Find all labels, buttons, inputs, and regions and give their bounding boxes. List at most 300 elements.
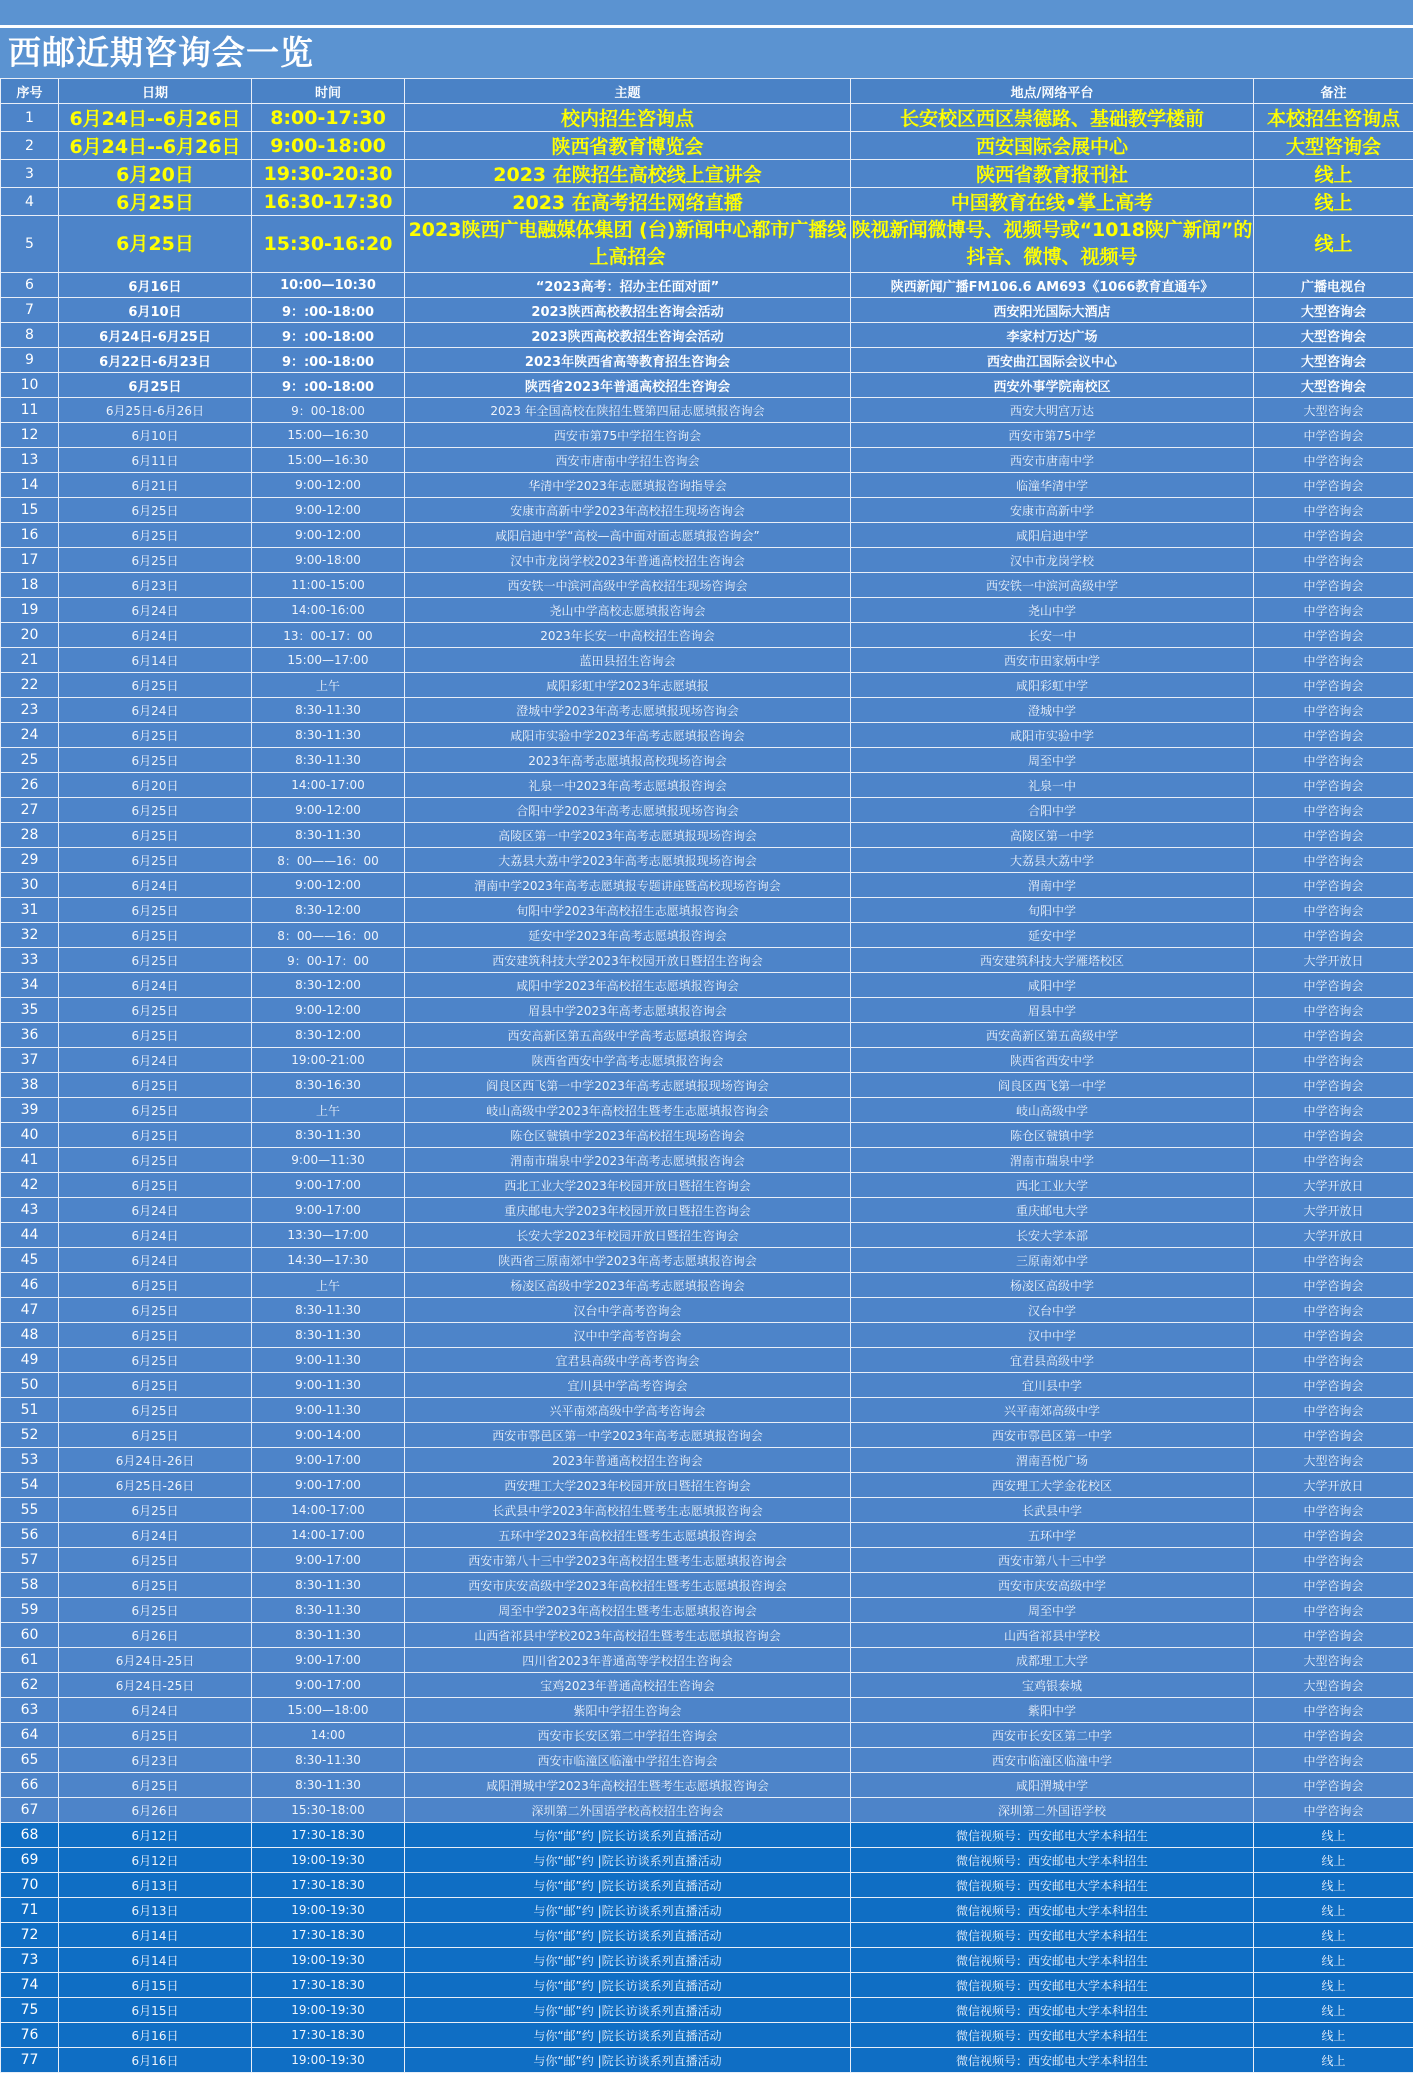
- cell-seq: 56: [1, 1523, 59, 1548]
- cell-topic: 陕西省西安中学高考志愿填报咨询会: [405, 1048, 851, 1073]
- cell-date: 6月20日: [59, 160, 252, 188]
- cell-topic: 宜君县高级中学高考咨询会: [405, 1348, 851, 1373]
- cell-time: 9:00-11:30: [252, 1348, 405, 1373]
- cell-topic: 咸阳启迪中学“高校—高中面对面志愿填报咨询会”: [405, 523, 851, 548]
- cell-location: 周至中学: [851, 748, 1254, 773]
- table-row: [1, 1773, 1413, 1798]
- cell-location: 西安市长安区第二中学: [851, 1723, 1254, 1748]
- cell-seq: 38: [1, 1073, 59, 1098]
- cell-date: 6月13日: [59, 1873, 252, 1898]
- cell-remark: 大型咨询会: [1254, 298, 1413, 323]
- cell-date: 6月25日: [59, 673, 252, 698]
- cell-location: 西安理工大学金花校区: [851, 1473, 1254, 1498]
- cell-remark: 线上: [1254, 188, 1413, 216]
- table-row: [1, 473, 1413, 498]
- cell-remark: 线上: [1254, 1848, 1413, 1873]
- cell-seq: 47: [1, 1298, 59, 1323]
- cell-remark: 中学咨询会: [1254, 1073, 1413, 1098]
- cell-location: 西安市鄠邑区第一中学: [851, 1423, 1254, 1448]
- cell-time: 9:00-12:00: [252, 498, 405, 523]
- cell-remark: 中学咨询会: [1254, 1248, 1413, 1273]
- cell-seq: 14: [1, 473, 59, 498]
- cell-seq: 32: [1, 923, 59, 948]
- cell-location: 旬阳中学: [851, 898, 1254, 923]
- cell-topic: 2023年陕西省高等教育招生咨询会: [405, 348, 851, 373]
- cell-time: 15:30-18:00: [252, 1798, 405, 1823]
- cell-location: 岐山高级中学: [851, 1098, 1254, 1123]
- header-date: 日期: [59, 79, 252, 104]
- table-row: [1, 1173, 1413, 1198]
- cell-topic: 咸阳中学2023年高校招生志愿填报咨询会: [405, 973, 851, 998]
- cell-date: 6月25日: [59, 1298, 252, 1323]
- cell-seq: 52: [1, 1423, 59, 1448]
- cell-remark: 大学开放日: [1254, 1223, 1413, 1248]
- cell-time: 8：00——16：00: [252, 848, 405, 873]
- cell-seq: 8: [1, 323, 59, 348]
- cell-remark: 线上: [1254, 1823, 1413, 1848]
- cell-topic: 礼泉一中2023年高考志愿填报咨询会: [405, 773, 851, 798]
- cell-seq: 2: [1, 132, 59, 160]
- cell-topic: 阎良区西飞第一中学2023年高考志愿填报现场咨询会: [405, 1073, 851, 1098]
- table-row: [1, 1498, 1413, 1523]
- table-row: [1, 1098, 1413, 1123]
- cell-date: 6月25日: [59, 1548, 252, 1573]
- cell-date: 6月16日: [59, 2023, 252, 2048]
- cell-seq: 37: [1, 1048, 59, 1073]
- cell-topic: 安康市高新中学2023年高校招生现场咨询会: [405, 498, 851, 523]
- table-row: [1, 1073, 1413, 1098]
- header-location: 地点/网络平台: [851, 79, 1254, 104]
- cell-seq: 70: [1, 1873, 59, 1898]
- cell-remark: 大型咨询会: [1254, 1648, 1413, 1673]
- cell-topic: 渭南中学2023年高考志愿填报专题讲座暨高校现场咨询会: [405, 873, 851, 898]
- table-row: [1, 1448, 1413, 1473]
- cell-topic: 高陵区第一中学2023年高考志愿填报现场咨询会: [405, 823, 851, 848]
- cell-location: 微信视频号：西安邮电大学本科招生: [851, 1998, 1254, 2023]
- cell-time: 15:00—16:30: [252, 448, 405, 473]
- cell-date: 6月25日: [59, 1073, 252, 1098]
- cell-topic: 咸阳彩虹中学2023年志愿填报: [405, 673, 851, 698]
- cell-date: 6月25日: [59, 1498, 252, 1523]
- cell-location: 西安建筑科技大学雁塔校区: [851, 948, 1254, 973]
- cell-date: 6月24日: [59, 1248, 252, 1273]
- cell-location: 微信视频号：西安邮电大学本科招生: [851, 2048, 1254, 2073]
- table-row: [1, 1823, 1413, 1848]
- cell-topic: 岐山高级中学2023年高校招生暨考生志愿填报咨询会: [405, 1098, 851, 1123]
- table-row: [1, 523, 1413, 548]
- cell-topic: 西安市临潼区临潼中学招生咨询会: [405, 1748, 851, 1773]
- cell-date: 6月25日: [59, 1598, 252, 1623]
- table-row: [1, 1273, 1413, 1298]
- cell-topic: 山西省祁县中学校2023年高校招生暨考生志愿填报咨询会: [405, 1623, 851, 1648]
- cell-seq: 28: [1, 823, 59, 848]
- cell-date: 6月25日: [59, 748, 252, 773]
- cell-topic: 与你“邮”约 |院长访谈系列直播活动: [405, 1948, 851, 1973]
- cell-topic: 渭南市瑞泉中学2023年高考志愿填报咨询会: [405, 1148, 851, 1173]
- cell-date: 6月25日: [59, 498, 252, 523]
- cell-time: 14:00: [252, 1723, 405, 1748]
- cell-time: 19:30-20:30: [252, 160, 405, 188]
- cell-time: 15:00—17:00: [252, 648, 405, 673]
- table-row: [1, 1423, 1413, 1448]
- cell-time: 9:00-12:00: [252, 523, 405, 548]
- table-row: [1, 1998, 1413, 2023]
- table-row: [1, 1248, 1413, 1273]
- cell-location: 微信视频号：西安邮电大学本科招生: [851, 1873, 1254, 1898]
- cell-date: 6月24日--6月26日: [59, 104, 252, 132]
- cell-time: 14:30—17:30: [252, 1248, 405, 1273]
- cell-time: 8:30-12:00: [252, 973, 405, 998]
- cell-time: 8:30-11:30: [252, 698, 405, 723]
- cell-remark: 中学咨询会: [1254, 848, 1413, 873]
- cell-topic: 蓝田县招生咨询会: [405, 648, 851, 673]
- cell-seq: 24: [1, 723, 59, 748]
- cell-topic: 2023 在高考招生网络直播: [405, 188, 851, 216]
- cell-time: 13：00-17：00: [252, 623, 405, 648]
- cell-date: 6月24日: [59, 973, 252, 998]
- cell-date: 6月22日-6月23日: [59, 348, 252, 373]
- cell-remark: 中学咨询会: [1254, 1698, 1413, 1723]
- cell-date: 6月25日: [59, 188, 252, 216]
- cell-time: 19:00-19:30: [252, 1848, 405, 1873]
- cell-seq: 9: [1, 348, 59, 373]
- cell-remark: 中学咨询会: [1254, 923, 1413, 948]
- cell-date: 6月24日--6月26日: [59, 132, 252, 160]
- cell-remark: 中学咨询会: [1254, 798, 1413, 823]
- cell-remark: 本校招生咨询点: [1254, 104, 1413, 132]
- cell-seq: 3: [1, 160, 59, 188]
- cell-date: 6月25日-6月26日: [59, 398, 252, 423]
- table-row: [1, 1698, 1413, 1723]
- cell-time: 8:30-11:30: [252, 1573, 405, 1598]
- cell-topic: 与你“邮”约 |院长访谈系列直播活动: [405, 2023, 851, 2048]
- table-row: [1, 573, 1413, 598]
- table-row: [1, 1473, 1413, 1498]
- table-row: [1, 1023, 1413, 1048]
- cell-location: 兴平南郊高级中学: [851, 1398, 1254, 1423]
- cell-location: 咸阳渭城中学: [851, 1773, 1254, 1798]
- cell-remark: 大学开放日: [1254, 948, 1413, 973]
- cell-seq: 71: [1, 1898, 59, 1923]
- cell-location: 西安国际会展中心: [851, 132, 1254, 160]
- table-row: [1, 1973, 1413, 1998]
- cell-location: 汉台中学: [851, 1298, 1254, 1323]
- cell-seq: 61: [1, 1648, 59, 1673]
- table-row: [1, 160, 1413, 188]
- cell-remark: 中学咨询会: [1254, 648, 1413, 673]
- cell-date: 6月24日: [59, 873, 252, 898]
- table-row: [1, 998, 1413, 1023]
- table-row: [1, 2048, 1413, 2073]
- cell-location: 成都理工大学: [851, 1648, 1254, 1673]
- table-row: [1, 104, 1413, 132]
- cell-date: 6月21日: [59, 473, 252, 498]
- cell-seq: 22: [1, 673, 59, 698]
- cell-remark: 中学咨询会: [1254, 598, 1413, 623]
- cell-date: 6月24日-6月25日: [59, 323, 252, 348]
- cell-remark: 中学咨询会: [1254, 1098, 1413, 1123]
- cell-date: 6月25日: [59, 898, 252, 923]
- cell-remark: 中学咨询会: [1254, 748, 1413, 773]
- cell-topic: 四川省2023年普通高等学校招生咨询会: [405, 1648, 851, 1673]
- cell-topic: 西安理工大学2023年校园开放日暨招生咨询会: [405, 1473, 851, 1498]
- cell-location: 微信视频号：西安邮电大学本科招生: [851, 1823, 1254, 1848]
- table-row: [1, 1548, 1413, 1573]
- cell-topic: 宜川县中学高考咨询会: [405, 1373, 851, 1398]
- cell-location: 合阳中学: [851, 798, 1254, 823]
- cell-location: 微信视频号：西安邮电大学本科招生: [851, 1923, 1254, 1948]
- cell-seq: 1: [1, 104, 59, 132]
- cell-time: 9：:00-18:00: [252, 298, 405, 323]
- cell-location: 微信视频号：西安邮电大学本科招生: [851, 2023, 1254, 2048]
- table-row: [1, 1923, 1413, 1948]
- cell-location: 深圳第二外国语学校: [851, 1798, 1254, 1823]
- cell-location: 西北工业大学: [851, 1173, 1254, 1198]
- cell-date: 6月13日: [59, 1898, 252, 1923]
- cell-remark: 中学咨询会: [1254, 1148, 1413, 1173]
- table-row: [1, 598, 1413, 623]
- cell-seq: 35: [1, 998, 59, 1023]
- cell-time: 9:00-17:00: [252, 1648, 405, 1673]
- cell-location: 西安市临潼区临潼中学: [851, 1748, 1254, 1773]
- cell-topic: 汉中中学高考咨询会: [405, 1323, 851, 1348]
- table-row: [1, 398, 1413, 423]
- cell-date: 6月25日: [59, 1373, 252, 1398]
- cell-remark: 广播电视台: [1254, 273, 1413, 298]
- table-row: [1, 823, 1413, 848]
- cell-remark: 中学咨询会: [1254, 973, 1413, 998]
- table-row: [1, 723, 1413, 748]
- cell-time: 15:00—16:30: [252, 423, 405, 448]
- cell-date: 6月25日: [59, 1773, 252, 1798]
- cell-remark: 中学咨询会: [1254, 1573, 1413, 1598]
- cell-date: 6月25日: [59, 1023, 252, 1048]
- cell-location: 西安市唐南中学: [851, 448, 1254, 473]
- cell-date: 6月25日: [59, 1723, 252, 1748]
- cell-location: 渭南中学: [851, 873, 1254, 898]
- cell-topic: 汉台中学高考咨询会: [405, 1298, 851, 1323]
- cell-date: 6月10日: [59, 298, 252, 323]
- cell-remark: 中学咨询会: [1254, 548, 1413, 573]
- cell-time: 9:00-14:00: [252, 1423, 405, 1448]
- cell-date: 6月25日: [59, 1398, 252, 1423]
- cell-remark: 线上: [1254, 1873, 1413, 1898]
- cell-remark: 中学咨询会: [1254, 623, 1413, 648]
- cell-date: 6月12日: [59, 1823, 252, 1848]
- cell-location: 西安曲江国际会议中心: [851, 348, 1254, 373]
- cell-time: 13:30—17:00: [252, 1223, 405, 1248]
- cell-seq: 26: [1, 773, 59, 798]
- cell-date: 6月25日: [59, 523, 252, 548]
- table-row: [1, 548, 1413, 573]
- cell-location: 杨凌区高级中学: [851, 1273, 1254, 1298]
- cell-seq: 65: [1, 1748, 59, 1773]
- cell-seq: 17: [1, 548, 59, 573]
- cell-topic: 周至中学2023年高校招生暨考生志愿填报咨询会: [405, 1598, 851, 1623]
- cell-date: 6月14日: [59, 1948, 252, 1973]
- table-row: [1, 1123, 1413, 1148]
- cell-time: 上午: [252, 673, 405, 698]
- cell-time: 上午: [252, 1098, 405, 1123]
- cell-remark: 中学咨询会: [1254, 1748, 1413, 1773]
- cell-remark: 中学咨询会: [1254, 1398, 1413, 1423]
- cell-location: 中国教育在线•掌上高考: [851, 188, 1254, 216]
- cell-seq: 11: [1, 398, 59, 423]
- cell-topic: 西安铁一中滨河高级中学高校招生现场咨询会: [405, 573, 851, 598]
- table-row: [1, 373, 1413, 398]
- cell-location: 西安铁一中滨河高级中学: [851, 573, 1254, 598]
- cell-location: 陕西省教育报刊社: [851, 160, 1254, 188]
- cell-remark: 中学咨询会: [1254, 723, 1413, 748]
- header-time: 时间: [252, 79, 405, 104]
- table-row: [1, 673, 1413, 698]
- cell-location: 长安校区西区崇德路、基础教学楼前: [851, 104, 1254, 132]
- header-topic: 主题: [405, 79, 851, 104]
- cell-topic: 2023陕西高校教招生咨询会活动: [405, 323, 851, 348]
- cell-location: 大荔县大荔中学: [851, 848, 1254, 873]
- cell-seq: 5: [1, 216, 59, 273]
- cell-topic: 澄城中学2023年高考志愿填报现场咨询会: [405, 698, 851, 723]
- cell-topic: 重庆邮电大学2023年校园开放日暨招生咨询会: [405, 1198, 851, 1223]
- cell-seq: 41: [1, 1148, 59, 1173]
- cell-remark: 线上: [1254, 2023, 1413, 2048]
- cell-topic: 陕西省2023年普通高校招生咨询会: [405, 373, 851, 398]
- table-row: [1, 973, 1413, 998]
- cell-seq: 63: [1, 1698, 59, 1723]
- table-row: [1, 1223, 1413, 1248]
- cell-topic: 紫阳中学招生咨询会: [405, 1698, 851, 1723]
- cell-date: 6月14日: [59, 1923, 252, 1948]
- cell-topic: 与你“邮”约 |院长访谈系列直播活动: [405, 1823, 851, 1848]
- cell-location: 陈仓区虢镇中学: [851, 1123, 1254, 1148]
- cell-location: 紫阳中学: [851, 1698, 1254, 1723]
- cell-location: 礼泉一中: [851, 773, 1254, 798]
- cell-remark: 中学咨询会: [1254, 1273, 1413, 1298]
- cell-remark: 中学咨询会: [1254, 673, 1413, 698]
- cell-date: 6月25日: [59, 948, 252, 973]
- cell-time: 9:00-12:00: [252, 473, 405, 498]
- cell-remark: 中学咨询会: [1254, 1598, 1413, 1623]
- cell-location: 微信视频号：西安邮电大学本科招生: [851, 1973, 1254, 1998]
- cell-topic: 深圳第二外国语学校高校招生咨询会: [405, 1798, 851, 1823]
- cell-remark: 线上: [1254, 2048, 1413, 2073]
- cell-time: 9:00-12:00: [252, 873, 405, 898]
- cell-topic: 2023 年全国高校在陕招生暨第四届志愿填报咨询会: [405, 398, 851, 423]
- cell-remark: 中学咨询会: [1254, 998, 1413, 1023]
- cell-topic: 长安大学2023年校园开放日暨招生咨询会: [405, 1223, 851, 1248]
- cell-topic: 与你“邮”约 |院长访谈系列直播活动: [405, 1898, 851, 1923]
- cell-time: 9:00-17:00: [252, 1173, 405, 1198]
- cell-time: 9:00-11:30: [252, 1373, 405, 1398]
- table-row: [1, 1673, 1413, 1698]
- cell-seq: 59: [1, 1598, 59, 1623]
- table-row: [1, 188, 1413, 216]
- cell-time: 9:00—11:30: [252, 1148, 405, 1173]
- cell-seq: 66: [1, 1773, 59, 1798]
- cell-location: 眉县中学: [851, 998, 1254, 1023]
- cell-location: 咸阳彩虹中学: [851, 673, 1254, 698]
- cell-date: 6月25日: [59, 1148, 252, 1173]
- cell-date: 6月16日: [59, 273, 252, 298]
- cell-seq: 36: [1, 1023, 59, 1048]
- cell-location: 阎良区西飞第一中学: [851, 1073, 1254, 1098]
- page-title: 西邮近期咨询会一览: [0, 28, 1413, 78]
- cell-seq: 60: [1, 1623, 59, 1648]
- cell-remark: 中学咨询会: [1254, 1298, 1413, 1323]
- cell-location: 咸阳中学: [851, 973, 1254, 998]
- cell-remark: 中学咨询会: [1254, 1323, 1413, 1348]
- table-row: [1, 948, 1413, 973]
- cell-seq: 53: [1, 1448, 59, 1473]
- table-row: [1, 873, 1413, 898]
- cell-date: 6月25日-26日: [59, 1473, 252, 1498]
- cell-remark: 线上: [1254, 1948, 1413, 1973]
- table-row: [1, 1198, 1413, 1223]
- cell-time: 8:00-17:30: [252, 104, 405, 132]
- cell-location: 尧山中学: [851, 598, 1254, 623]
- cell-seq: 62: [1, 1673, 59, 1698]
- events-table: [0, 78, 1413, 2073]
- table-row: [1, 1873, 1413, 1898]
- cell-remark: 中学咨询会: [1254, 1348, 1413, 1373]
- cell-time: 9:00-18:00: [252, 548, 405, 573]
- cell-remark: 线上: [1254, 1998, 1413, 2023]
- cell-time: 17:30-18:30: [252, 1873, 405, 1898]
- cell-seq: 50: [1, 1373, 59, 1398]
- cell-time: 8:30-12:00: [252, 1023, 405, 1048]
- cell-location: 微信视频号：西安邮电大学本科招生: [851, 1948, 1254, 1973]
- cell-seq: 51: [1, 1398, 59, 1423]
- cell-time: 10:00—10:30: [252, 273, 405, 298]
- cell-remark: 中学咨询会: [1254, 773, 1413, 798]
- cell-seq: 39: [1, 1098, 59, 1123]
- cell-remark: 大型咨询会: [1254, 132, 1413, 160]
- table-row: [1, 1048, 1413, 1073]
- cell-remark: 中学咨询会: [1254, 698, 1413, 723]
- cell-date: 6月25日: [59, 998, 252, 1023]
- cell-date: 6月24日: [59, 598, 252, 623]
- cell-remark: 中学咨询会: [1254, 1798, 1413, 1823]
- cell-seq: 69: [1, 1848, 59, 1873]
- cell-location: 李家村万达广场: [851, 323, 1254, 348]
- cell-topic: 长武县中学2023年高校招生暨考生志愿填报咨询会: [405, 1498, 851, 1523]
- table-row: [1, 1373, 1413, 1398]
- cell-location: 西安外事学院南校区: [851, 373, 1254, 398]
- table-row: [1, 1623, 1413, 1648]
- table-row: [1, 1948, 1413, 1973]
- cell-time: 8:30-12:00: [252, 898, 405, 923]
- cell-time: 9:00-18:00: [252, 132, 405, 160]
- cell-date: 6月24日: [59, 1223, 252, 1248]
- cell-time: 9:00-12:00: [252, 998, 405, 1023]
- cell-time: 9:00-11:30: [252, 1398, 405, 1423]
- cell-topic: 延安中学2023年高考志愿填报咨询会: [405, 923, 851, 948]
- cell-topic: 杨凌区高级中学2023年高考志愿填报咨询会: [405, 1273, 851, 1298]
- cell-remark: 大学开放日: [1254, 1473, 1413, 1498]
- table-row: [1, 216, 1413, 273]
- cell-topic: “2023高考：招办主任面对面”: [405, 273, 851, 298]
- cell-seq: 25: [1, 748, 59, 773]
- table-row: [1, 898, 1413, 923]
- cell-seq: 76: [1, 2023, 59, 2048]
- table-row: [1, 132, 1413, 160]
- cell-seq: 40: [1, 1123, 59, 1148]
- cell-date: 6月25日: [59, 1348, 252, 1373]
- cell-location: 渭南吾悦广场: [851, 1448, 1254, 1473]
- cell-seq: 23: [1, 698, 59, 723]
- cell-date: 6月24日: [59, 698, 252, 723]
- cell-location: 长安大学本部: [851, 1223, 1254, 1248]
